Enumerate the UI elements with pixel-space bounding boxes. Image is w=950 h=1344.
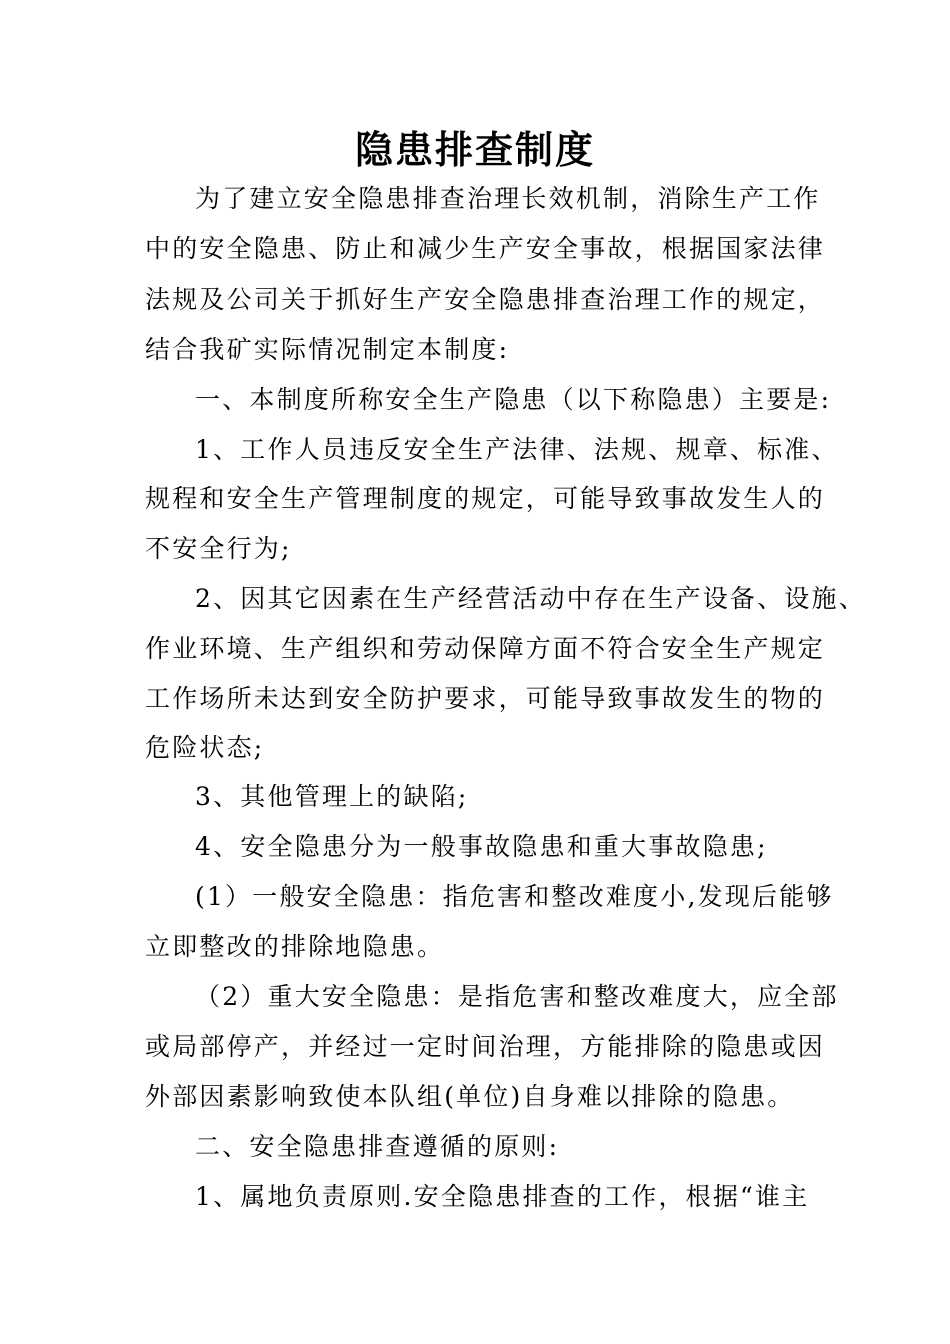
body-line: 外部因素影响致使本队组(单位)自身难以排除的隐患。 <box>145 1082 795 1111</box>
body-line: 1、属地负责原则.安全隐患排查的工作，根据“谁主 <box>195 1182 810 1211</box>
body-line: 立即整改的排除地隐患。 <box>145 932 445 961</box>
body-line: 规程和安全生产管理制度的规定，可能导致事故发生人的 <box>145 484 826 513</box>
body-line: 为了建立安全隐患排查治理长效机制，消除生产工作 <box>195 184 821 213</box>
body-line: (1）一般安全隐患：指危害和整改难度小,发现后能够 <box>195 882 834 911</box>
body-line: 1、工作人员违反安全生产法律、法规、规章、标准、 <box>195 435 839 464</box>
body-line: 作业环境、生产组织和劳动保障方面不符合安全生产规定 <box>145 634 826 663</box>
body-line: 法规及公司关于抓好生产安全隐患排查治理工作的规定， <box>145 285 826 314</box>
body-line: 二、安全隐患排查遵循的原则: <box>195 1132 560 1161</box>
body-line: 工作场所未达到安全防护要求，可能导致事故发生的物的 <box>145 684 826 713</box>
body-line: 中的安全隐患、防止和减少生产安全事故，根据国家法律 <box>145 234 826 263</box>
body-line: 不安全行为; <box>145 534 292 563</box>
body-line: 或局部停产，并经过一定时间治理，方能排除的隐患或因 <box>145 1032 826 1061</box>
body-line: 4、安全隐患分为一般事故隐患和重大事故隐患; <box>195 832 768 861</box>
body-line: 结合我矿实际情况制定本制度: <box>145 335 510 364</box>
body-line: 危险状态; <box>145 733 265 762</box>
body-line: 一、本制度所称安全生产隐患（以下称隐患）主要是: <box>195 385 832 414</box>
document-title: 隐患排查制度 <box>354 127 595 172</box>
body-line: （2）重大安全隐患：是指危害和整改难度大，应全部 <box>195 982 839 1011</box>
body-line: 2、因其它因素在生产经营活动中存在生产设备、设施、 <box>195 584 866 613</box>
body-line: 3、其他管理上的缺陷; <box>195 782 469 811</box>
